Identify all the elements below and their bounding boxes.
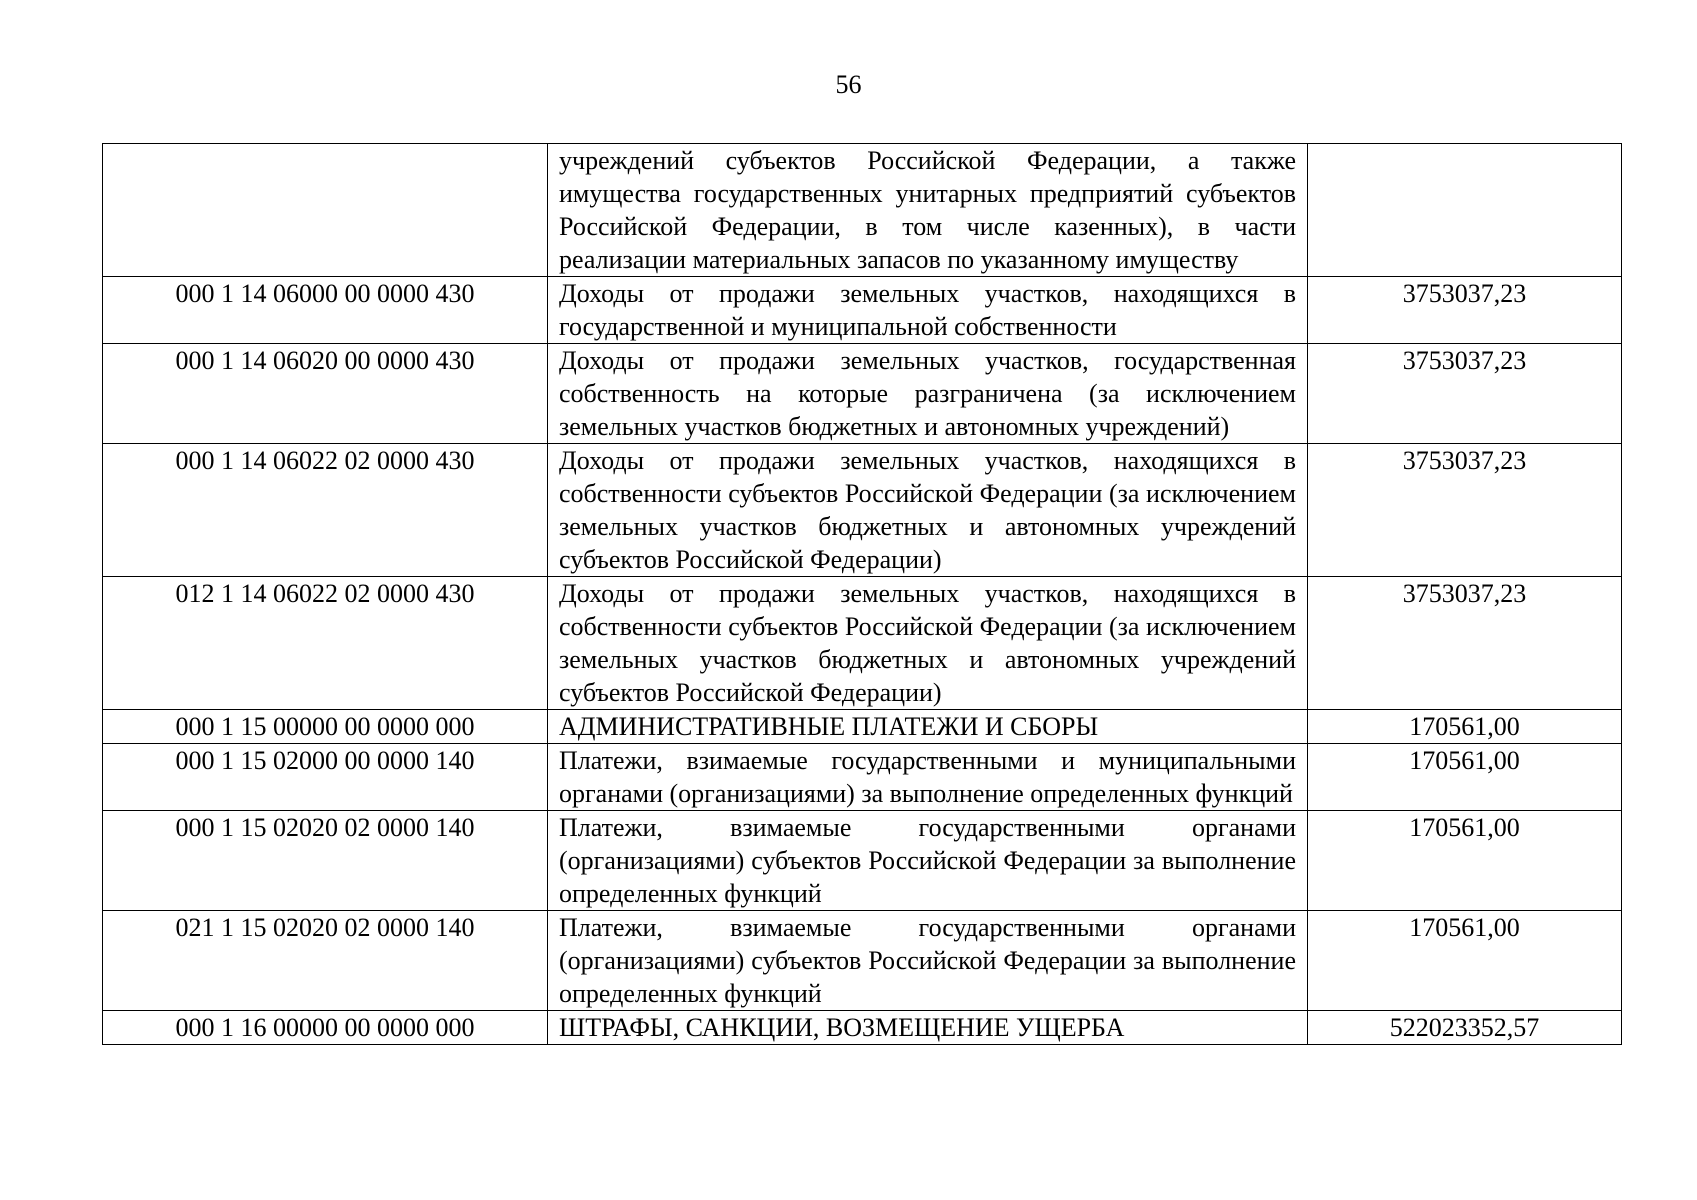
table-row (103, 144, 1622, 277)
revenue-code: 012 1 14 06022 02 0000 430 (103, 577, 548, 710)
table-row (103, 344, 1622, 444)
revenue-code: 000 1 15 02000 00 0000 140 (103, 744, 548, 811)
table-row (103, 911, 1622, 1011)
revenue-name: Доходы от продажи земельных участков, государственная собственность на которые разграничена (за исключением земельных участков бюджетных и автономных учреждений) (548, 344, 1308, 444)
revenue-sum: 3753037,23 (1308, 577, 1622, 710)
revenue-name: Платежи, взимаемые государственными органами (организациями) субъектов Российской Федерации за выполнение определенных функций (548, 811, 1308, 911)
revenue-code: 000 1 15 00000 00 0000 000 (103, 710, 548, 744)
page-number: 56 (835, 70, 862, 99)
revenue-code: 000 1 14 06000 00 0000 430 (103, 277, 548, 344)
revenue-name: Платежи, взимаемые государственными и муниципальными органами (организациями) за выполнение определенных функций (548, 744, 1308, 811)
table-row (103, 811, 1622, 911)
table-row (103, 577, 1622, 710)
revenue-code: 000 1 14 06020 00 0000 430 (103, 344, 548, 444)
table-row (103, 444, 1622, 577)
revenue-name: Доходы от продажи земельных участков, находящихся в собственности субъектов Российской Федерации (за исключением земельных участков бюджетных и автономных учреждений субъектов Российской Федерации) (548, 577, 1308, 710)
revenue-sum: 3753037,23 (1308, 444, 1622, 577)
revenue-sum (1308, 144, 1622, 277)
revenue-name: Доходы от продажи земельных участков, находящихся в государственной и муниципальной собственности (548, 277, 1308, 344)
revenue-sum: 170561,00 (1308, 911, 1622, 1011)
revenue-sum: 170561,00 (1308, 744, 1622, 811)
table-row (103, 744, 1622, 811)
revenue-name: Платежи, взимаемые государственными органами (организациями) субъектов Российской Федерации за выполнение определенных функций (548, 911, 1308, 1011)
revenue-name: Доходы от продажи земельных участков, находящихся в собственности субъектов Российской Федерации (за исключением земельных участков бюджетных и автономных учреждений субъектов Российской Федерации) (548, 444, 1308, 577)
revenue-sum: 170561,00 (1308, 710, 1622, 744)
revenue-sum: 170561,00 (1308, 811, 1622, 911)
revenue-sum: 3753037,23 (1308, 277, 1622, 344)
table-row (103, 277, 1622, 344)
revenue-sum: 3753037,23 (1308, 344, 1622, 444)
revenue-code: 021 1 15 02020 02 0000 140 (103, 911, 548, 1011)
revenue-name: учреждений субъектов Российской Федерации, а также имущества государственных унитарных предприятий субъектов Российской Федерации, в том числе казенных), в части реализации материальных запасов по указанному имуществу (548, 144, 1308, 277)
revenue-code: 000 1 16 00000 00 0000 000 (103, 1011, 548, 1045)
revenue-sum: 522023352,57 (1308, 1011, 1622, 1045)
revenue-code (103, 144, 548, 277)
table-row (103, 1011, 1622, 1045)
revenue-name: ШТРАФЫ, САНКЦИИ, ВОЗМЕЩЕНИЕ УЩЕРБА (548, 1011, 1308, 1045)
budget-revenue-table (102, 143, 1622, 1045)
table-row (103, 710, 1622, 744)
revenue-code: 000 1 14 06022 02 0000 430 (103, 444, 548, 577)
revenue-name: АДМИНИСТРАТИВНЫЕ ПЛАТЕЖИ И СБОРЫ (548, 710, 1308, 744)
revenue-code: 000 1 15 02020 02 0000 140 (103, 811, 548, 911)
